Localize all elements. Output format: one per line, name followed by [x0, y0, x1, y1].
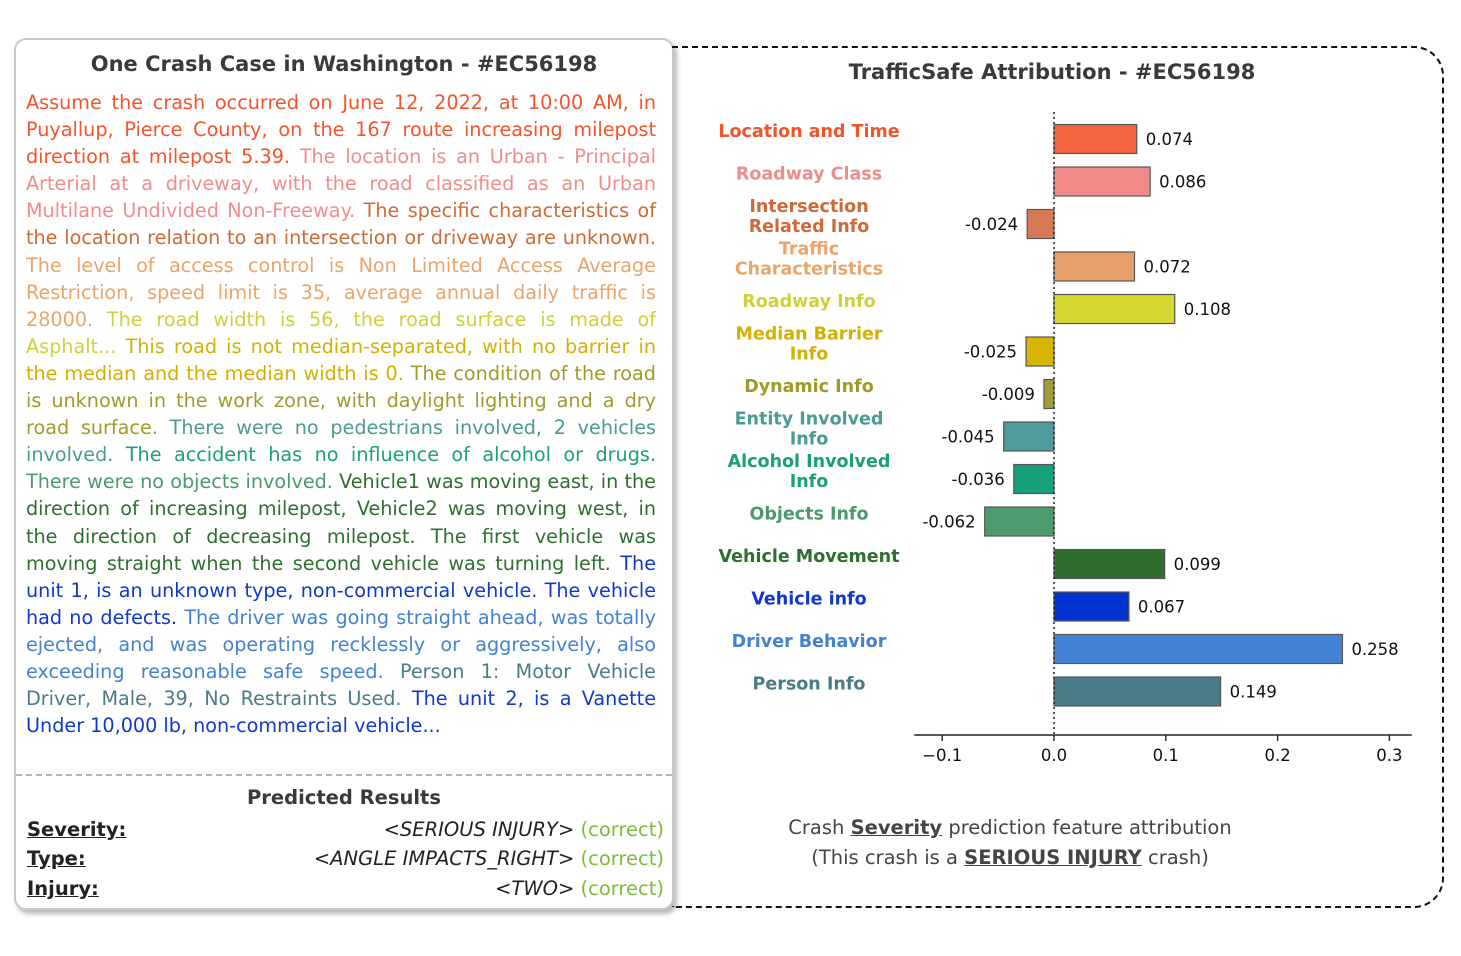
category-label: Intersection [749, 197, 869, 217]
result-status: (correct) [580, 818, 664, 841]
bar [1054, 167, 1150, 196]
case-title: One Crash Case in Washington - #EC56198 [90, 52, 598, 76]
case-segment: There were no pedestrians involved, 2 vehicles involved. [26, 416, 656, 467]
caption-emphasis: SERIOUS INJURY [964, 846, 1142, 869]
category-label: Driver Behavior [731, 632, 887, 652]
bar-value-label: -0.024 [964, 215, 1019, 234]
bar [1054, 252, 1134, 281]
x-tick-label: 0.3 [1376, 746, 1403, 765]
case-segment: The unit 2, is a Vanette Under 10,000 lb, non-commercial vehicle... [26, 687, 656, 738]
bar [1054, 125, 1137, 154]
bar-value-label: -0.062 [922, 512, 976, 532]
chart-caption-line1 [672, 816, 1348, 839]
bar [1027, 210, 1054, 239]
x-tick-label: 0.1 [1152, 746, 1179, 765]
result-value: <TWO> [495, 877, 575, 900]
bar [1004, 422, 1054, 451]
category-label: Info [789, 429, 829, 450]
bar [1054, 295, 1175, 324]
result-status: (correct) [580, 847, 664, 870]
caption-text: (This crash is a [811, 846, 965, 869]
category-label: Objects Info [749, 504, 869, 525]
category-label: Roadway Info [742, 292, 876, 312]
case-segment: Assume the crash occurred on June 12, 2022, at 10:00 AM, in Puyallup, Pierce County, on the 167 route increasing milepost direction at milepost 5.39. [26, 91, 656, 169]
bar-value-label: 0.086 [1159, 172, 1207, 192]
category-label: Info [789, 472, 829, 492]
case-segment: Vehicle1 was moving east, in the direction of increasing milepost, Vehicle2 was moving west, in the direction of decreasing milepost. The first vehicle was moving straight when the second vehicle was turning left. [26, 470, 656, 575]
x-tick-label: 0.0 [1040, 746, 1068, 765]
case-segment: The driver was going straight ahead, was totally ejected, and was operating recklessly or aggressively, also exceeding reasonable safe speed. [26, 605, 656, 683]
result-label: Type: [27, 847, 86, 870]
category-label: Alcohol Involved [727, 452, 891, 472]
case-segment: Person 1: Motor Vehicle Driver, Male, 39, No Restraints Used. [26, 659, 656, 711]
attribution-title: TrafficSafe Attribution - #EC56198 [848, 60, 1256, 84]
case-segment: The level of access control is Non Limited Access Average Restriction, speed limit is 35, average annual daily traffic is 28000. [26, 253, 656, 331]
bar-value-label: 0.067 [1137, 597, 1186, 617]
x-tick-label: −0.1 [922, 746, 963, 765]
category-label: Vehicle info [751, 589, 867, 610]
caption-emphasis: Severity [850, 816, 943, 839]
category-label: Median Barrier [735, 324, 883, 345]
result-value: <SERIOUS INJURY> [383, 818, 575, 841]
category-label: Info [789, 344, 829, 365]
bar-value-label: 0.108 [1183, 300, 1231, 319]
category-label: Location and Time [718, 122, 900, 142]
result-status: (correct) [580, 877, 664, 900]
bar-value-label: -0.025 [963, 342, 1018, 362]
case-segment: There were no objects involved. [26, 470, 333, 494]
category-label: Related Info [748, 217, 870, 237]
bar-value-label: 0.072 [1143, 257, 1191, 277]
bar [1026, 337, 1054, 366]
bar [1044, 380, 1054, 409]
predicted-results-title: Predicted Results [247, 786, 441, 809]
bar-value-label: -0.036 [951, 470, 1005, 489]
bar [1054, 677, 1221, 706]
bar-value-label: 0.099 [1173, 555, 1221, 574]
bar [1054, 550, 1165, 579]
result-label: Injury: [27, 877, 99, 900]
bar-value-label: 0.074 [1145, 130, 1193, 149]
bar [1014, 465, 1054, 494]
bar-value-label: -0.045 [941, 427, 995, 447]
caption-text: crash) [1141, 846, 1209, 869]
bar [985, 507, 1054, 536]
bar-value-label: 0.149 [1229, 682, 1277, 702]
bar [1054, 635, 1342, 664]
caption-text: Crash [788, 816, 851, 839]
bar-value-label: -0.009 [981, 385, 1035, 404]
bar-value-label: 0.258 [1351, 640, 1399, 659]
category-label: Entity Involved [734, 409, 884, 430]
category-label: Dynamic Info [744, 377, 874, 397]
case-segment: The unit 1, is an unknown type, non-commercial vehicle. The vehicle had no defects. [26, 551, 656, 629]
result-label: Severity: [27, 818, 127, 841]
category-label: Person Info [752, 674, 866, 695]
category-label: Characteristics [734, 259, 884, 280]
category-label: Traffic [778, 239, 840, 260]
category-label: Vehicle Movement [718, 547, 900, 567]
case-segment: The road width is 56, the road surface is made of Asphalt... [26, 307, 656, 358]
case-segment: The accident has no influence of alcohol or drugs. [125, 443, 656, 467]
caption-text: prediction feature attribution [942, 816, 1232, 839]
chart-caption-line2 [672, 846, 1348, 869]
case-segment: This road is not median-separated, with no barrier in the median and the median width is 0. [26, 334, 656, 385]
case-segment: The condition of the road is unknown in the work zone, with daylight lighting and a dry road surface. [26, 361, 656, 440]
case-segment: The specific characteristics of the location relation to an intersection or driveway are unknown. [26, 199, 656, 250]
x-tick-label: 0.2 [1264, 746, 1291, 765]
category-label: Roadway Class [735, 164, 883, 185]
case-segment: The location is an Urban - Principal Arterial at a driveway, with the road classified as an Urban Multilane Undivided Non-Freeway. [26, 145, 656, 223]
result-value: <ANGLE IMPACTS_RIGHT> [313, 847, 575, 870]
bar [1054, 592, 1129, 621]
